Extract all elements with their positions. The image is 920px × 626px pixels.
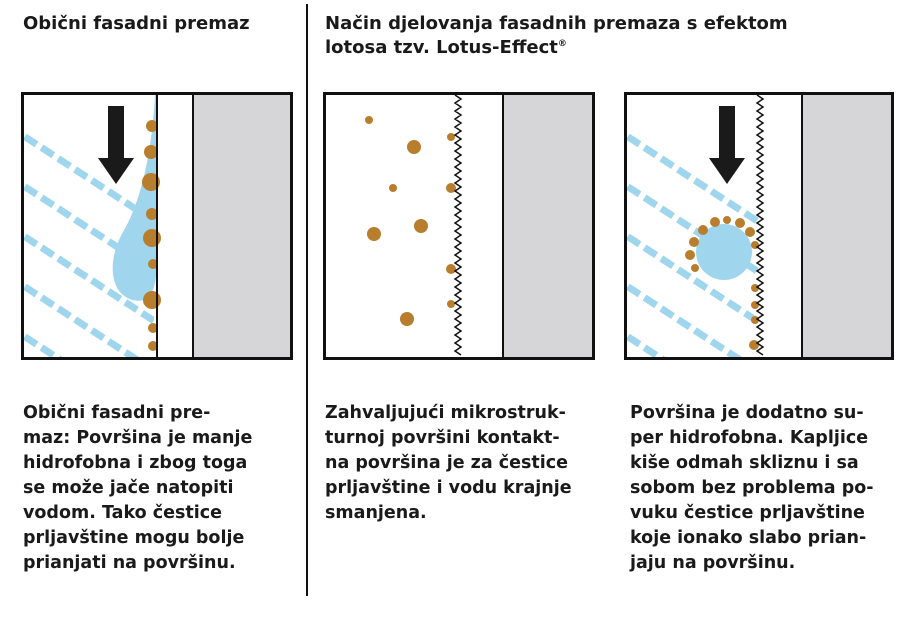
heading-lotus-line1: Način djelovanja fasadnih premaza s efektom bbox=[325, 13, 788, 34]
caption-ordinary-coating: Obični fasadni pre- maz: Površina je manje hidrofobna i zbog toga se može jače natopiti vodom. Tako čestice prljavštine mogu bolje prianjati na površinu. bbox=[23, 403, 253, 573]
dirt-particles bbox=[365, 116, 456, 326]
caption-microstructure: Zahvaljujući mikrostruk- turnoj površini kontakt- na površina je za čestice prljavštine i vodu krajnje smanjena. bbox=[325, 403, 572, 523]
diagram-ordinary-coating bbox=[21, 92, 293, 360]
heading-lotus-effect bbox=[325, 12, 788, 60]
diagram-super-hydrophobic bbox=[624, 92, 894, 360]
registered-mark: ® bbox=[557, 39, 567, 49]
microstructure-surface bbox=[455, 95, 461, 355]
heading-lotus-line2: lotosa tzv. Lotus-Effect bbox=[325, 37, 558, 58]
column-divider bbox=[306, 4, 308, 596]
heading-ordinary-coating: Obični fasadni premaz bbox=[23, 13, 250, 34]
arrow-down-icon bbox=[98, 106, 134, 184]
diagram-microstructure bbox=[323, 92, 595, 360]
microstructure-surface bbox=[757, 95, 763, 355]
caption-super-hydrophobic: Površina je dodatno su- per hidrofobna. Kapljice kiše odmah skliznu i sa sobom bez problema po- vuku čestice prljavštine koje ionako slabo prian- jaju na površinu. bbox=[630, 403, 874, 573]
arrow-down-icon bbox=[709, 106, 745, 184]
